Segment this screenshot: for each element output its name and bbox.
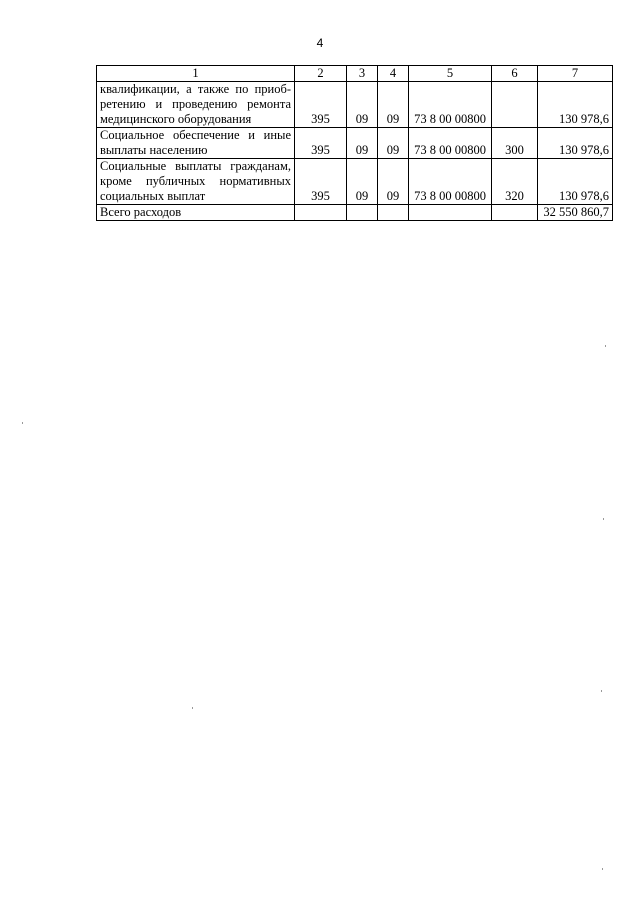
- scan-speck: [601, 690, 602, 692]
- column-header-4: 4: [378, 66, 409, 82]
- total-empty-cell: [295, 205, 347, 221]
- scan-speck: [605, 345, 606, 347]
- row-cell-6: 300: [492, 128, 538, 159]
- total-empty-cell: [409, 205, 492, 221]
- total-empty-cell: [347, 205, 378, 221]
- table-row: [97, 82, 613, 128]
- page-number: 4: [316, 36, 324, 50]
- row-cell-2: 395: [295, 82, 347, 128]
- total-empty-cell: [378, 205, 409, 221]
- scan-speck: [603, 518, 604, 520]
- column-header-5: 5: [409, 66, 492, 82]
- row-cell-7: 130 978,6: [538, 82, 613, 128]
- scan-speck: [22, 422, 23, 424]
- column-header-3: 3: [347, 66, 378, 82]
- row-cell-6: 320: [492, 159, 538, 205]
- row-cell-4: 09: [378, 128, 409, 159]
- row-cell-2: 395: [295, 159, 347, 205]
- header-row: [97, 66, 613, 82]
- row-cell-5: 73 8 00 00800: [409, 128, 492, 159]
- row-cell-4: 09: [378, 159, 409, 205]
- row-cell-3: 09: [347, 159, 378, 205]
- row-description: Социальное обеспечение и иные выплаты населению: [97, 128, 295, 159]
- row-description: квалификации, а также по приоб-ретению и проведению ремонта медицинского оборудования: [97, 82, 295, 128]
- row-cell-7: 130 978,6: [538, 159, 613, 205]
- scan-speck: [602, 868, 603, 870]
- row-cell-5: 73 8 00 00800: [409, 82, 492, 128]
- column-header-2: 2: [295, 66, 347, 82]
- total-empty-cell: [492, 205, 538, 221]
- row-cell-4: 09: [378, 82, 409, 128]
- row-cell-2: 395: [295, 128, 347, 159]
- expenses-table: [96, 65, 613, 221]
- row-cell-3: 09: [347, 82, 378, 128]
- total-row: [97, 205, 613, 221]
- column-header-7: 7: [538, 66, 613, 82]
- row-cell-7: 130 978,6: [538, 128, 613, 159]
- row-description: Социальные выплаты гражданам, кроме публичных нормативных социальных выплат: [97, 159, 295, 205]
- table-row: [97, 128, 613, 159]
- column-header-1: 1: [97, 66, 295, 82]
- row-cell-3: 09: [347, 128, 378, 159]
- total-label: Всего расходов: [97, 205, 295, 221]
- row-cell-6: [492, 82, 538, 128]
- total-value: 32 550 860,7: [538, 205, 613, 221]
- table-row: [97, 159, 613, 205]
- scan-speck: [192, 707, 193, 709]
- row-cell-5: 73 8 00 00800: [409, 159, 492, 205]
- column-header-6: 6: [492, 66, 538, 82]
